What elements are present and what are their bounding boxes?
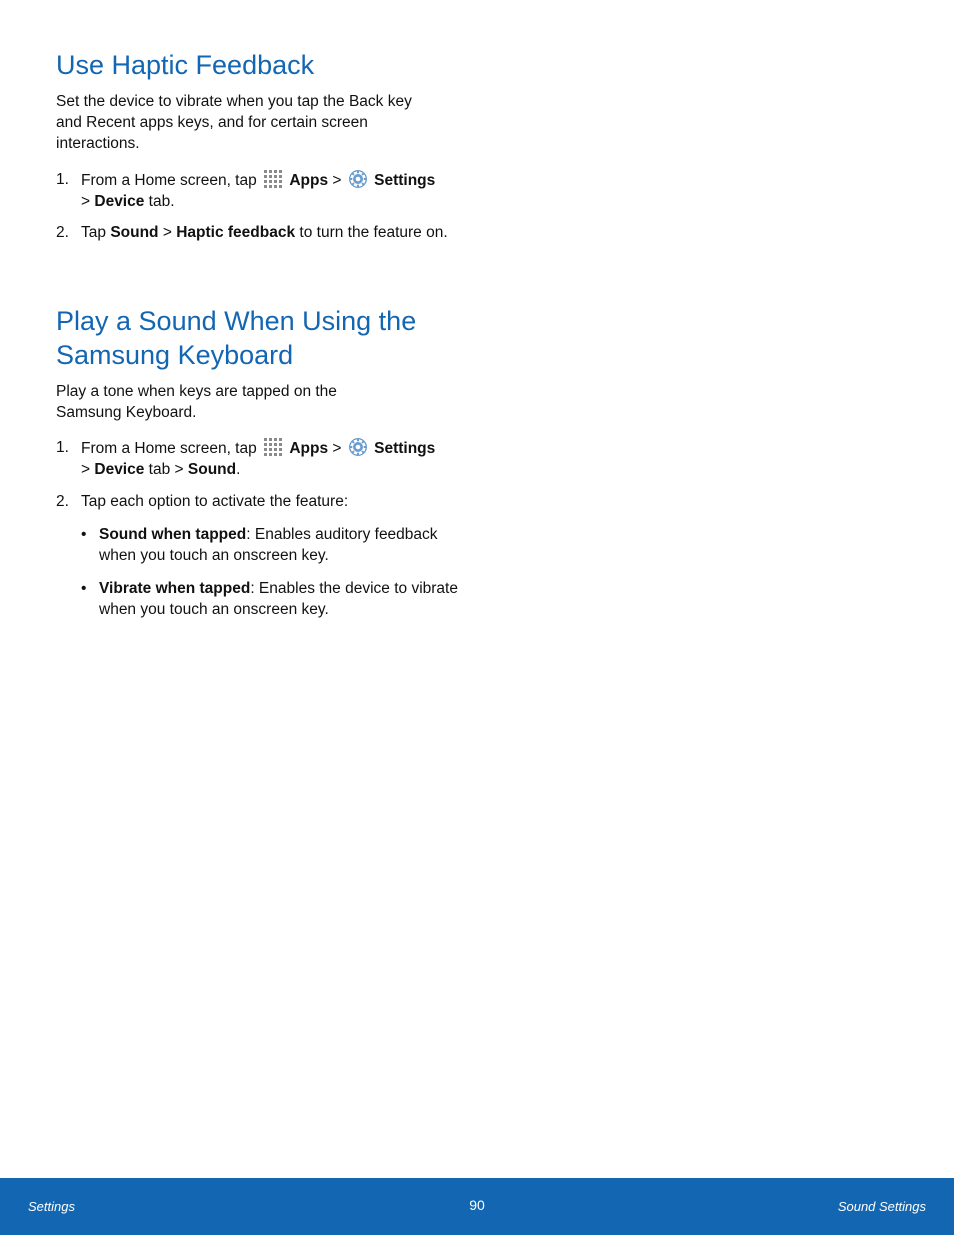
apps-label: Apps [289, 172, 329, 189]
step-text: From a Home screen, tap [81, 440, 257, 457]
settings-gear-icon [348, 437, 368, 457]
page-footer [0, 1178, 954, 1235]
separator: > [332, 172, 342, 189]
section-heading-haptic: Use Haptic Feedback [56, 50, 315, 80]
step-2-haptic [56, 222, 466, 243]
footer-chapter: Settings [28, 1199, 75, 1214]
section-intro-keyboard-sound: Play a tone when keys are tapped on the Samsung Keyboard. [56, 383, 337, 421]
apps-label: Apps [289, 440, 329, 457]
haptic-feedback-label: Haptic feedback [176, 224, 296, 241]
apps-grid-icon [263, 169, 283, 189]
step-1-keyboard-sound [56, 437, 466, 480]
separator: > [81, 193, 91, 210]
bullet-text: : Enables auditory feedback when you touch an onscreen key. [99, 526, 438, 564]
settings-gear-icon [348, 169, 368, 189]
bullet-label: Vibrate when tapped [99, 580, 251, 597]
step-text: . [236, 461, 241, 478]
bullet-label: Sound when tapped [99, 526, 247, 543]
bullet-text: : Enables the device to vibrate when you touch an onscreen key. [99, 580, 458, 618]
section-heading-keyboard-sound: Play a Sound When Using the Samsung Keyboard [56, 306, 417, 370]
apps-grid-icon [263, 437, 283, 457]
device-label: Device [94, 461, 145, 478]
step-number: 1. [56, 171, 69, 188]
separator: > [162, 224, 172, 241]
section-intro-haptic: Set the device to vibrate when you tap the Back key and Recent apps keys, and for certain screen interactions. [56, 93, 412, 152]
bullet-vibrate-when-tapped [81, 578, 466, 620]
step-text: to turn the feature on. [299, 224, 448, 241]
step-text: From a Home screen, tap [81, 172, 257, 189]
step-text: tab > [148, 461, 184, 478]
step-1-haptic [56, 169, 466, 212]
bullet-dot: • [81, 526, 87, 543]
separator: > [81, 461, 91, 478]
step-text: Tap each option to activate the feature: [81, 493, 349, 510]
step-text: tab. [148, 193, 175, 210]
sound-label: Sound [110, 224, 159, 241]
bullet-sound-when-tapped [81, 524, 466, 566]
settings-label: Settings [374, 440, 436, 457]
bullet-dot: • [81, 580, 87, 597]
step-text: Tap [81, 224, 106, 241]
step-number: 2. [56, 224, 69, 241]
step-number: 2. [56, 493, 69, 510]
step-number: 1. [56, 439, 69, 456]
step-2-keyboard-sound [56, 491, 466, 512]
settings-label: Settings [374, 172, 436, 189]
footer-section: Sound Settings [837, 1199, 926, 1214]
device-label: Device [94, 193, 145, 210]
page-number: 90 [469, 1197, 485, 1213]
separator: > [332, 440, 342, 457]
sound-label: Sound [187, 461, 237, 478]
